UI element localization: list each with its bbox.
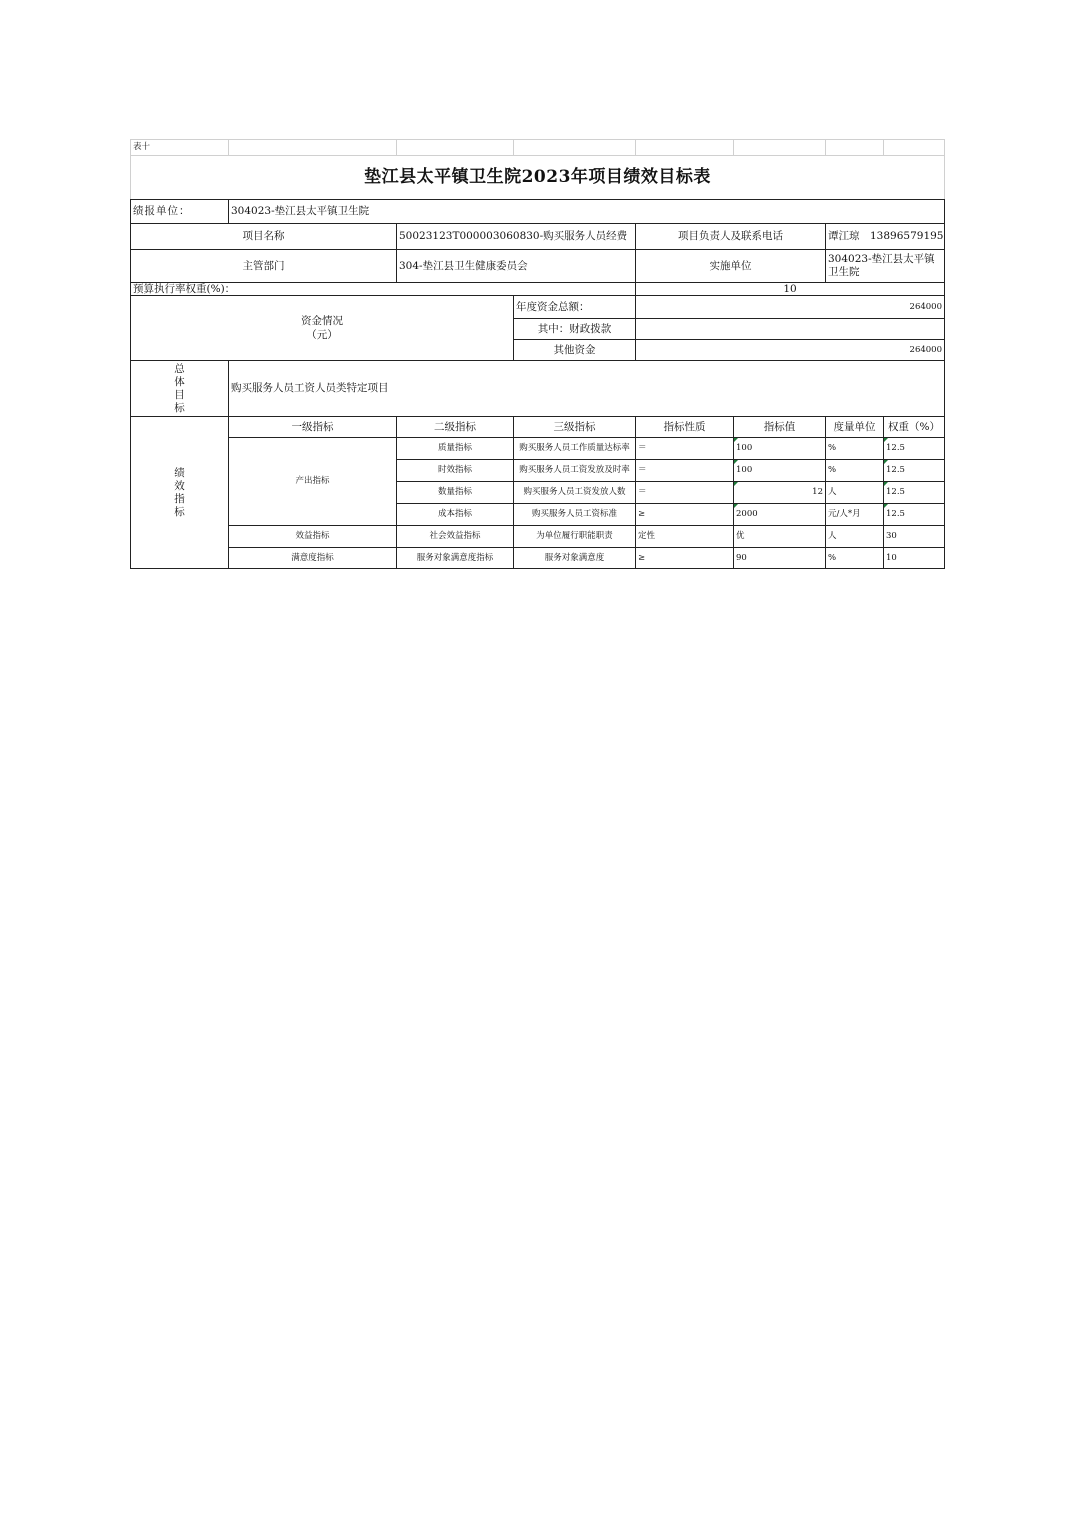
cell-value: 90 — [734, 548, 826, 569]
cell-weight: 12.5 — [884, 504, 945, 526]
funds-label: 资金情况 — [301, 315, 343, 327]
contact-label: 项目负责人及联系电话 — [636, 224, 826, 250]
performance-target-table — [130, 139, 945, 569]
cell-value: 优 — [734, 526, 826, 548]
cell-l3: 购买服务人员工作质量达标率 — [514, 438, 636, 460]
sheet-label-row — [131, 140, 945, 156]
cell-l2: 时效指标 — [397, 460, 514, 482]
cell-l3: 购买服务人员工资发放及时率 — [514, 460, 636, 482]
cell-l1: 满意度指标 — [229, 548, 397, 569]
cell-weight: 12.5 — [884, 460, 945, 482]
cell-weight: 30 — [884, 526, 945, 548]
reporting-unit-value: 304023-垫江县太平镇卫生院 — [229, 200, 945, 224]
cell-nature: ＝ — [636, 460, 734, 482]
budget-weight-label: 预算执行率权重(%)： — [131, 283, 636, 296]
cell-nature: 定性 — [636, 526, 734, 548]
reporting-unit-label: 绩报单位： — [131, 200, 229, 224]
cell-value: 12 — [734, 482, 826, 504]
dept-value: 304-垫江县卫生健康委员会 — [397, 250, 636, 283]
contact-value: 谭江琼 13896579195 — [826, 224, 945, 250]
cell-value: 100 — [734, 438, 826, 460]
cell-nature: ＝ — [636, 438, 734, 460]
goal-label: 总 体 目 标 — [131, 361, 229, 417]
cell-weight: 12.5 — [884, 438, 945, 460]
table-row — [131, 526, 945, 548]
cell-nature: ≥ — [636, 504, 734, 526]
cell-l2: 社会效益指标 — [397, 526, 514, 548]
cell-value: 2000 — [734, 504, 826, 526]
cell-unit: 人 — [826, 526, 884, 548]
header-weight: 权重（%） — [884, 417, 945, 438]
cell-l2: 数量指标 — [397, 482, 514, 504]
cell-weight: 10 — [884, 548, 945, 569]
funds-unit: （元） — [306, 329, 338, 341]
funds-label-cell — [131, 296, 514, 361]
cell-unit: % — [826, 438, 884, 460]
funds-total-label: 年度资金总额： — [514, 296, 636, 319]
cell-nature: ＝ — [636, 482, 734, 504]
funds-other-label: 其他资金 — [514, 340, 636, 361]
cell-l1: 效益指标 — [229, 526, 397, 548]
header-l3: 三级指标 — [514, 417, 636, 438]
cell-l3: 购买服务人员工资发放人数 — [514, 482, 636, 504]
table-row — [131, 548, 945, 569]
header-l2: 二级指标 — [397, 417, 514, 438]
cell-unit: % — [826, 548, 884, 569]
cell-unit: 元/人*月 — [826, 504, 884, 526]
table-row — [131, 438, 945, 460]
cell-value: 100 — [734, 460, 826, 482]
cell-l3: 为单位履行职能职责 — [514, 526, 636, 548]
budget-weight-value: 10 — [636, 283, 945, 296]
cell-weight: 12.5 — [884, 482, 945, 504]
cell-l2: 成本指标 — [397, 504, 514, 526]
project-name-value: 50023123T000003060830-购买服务人员经费 — [397, 224, 636, 250]
cell-nature: ≥ — [636, 548, 734, 569]
cell-l2: 服务对象满意度指标 — [397, 548, 514, 569]
cell-l2: 质量指标 — [397, 438, 514, 460]
project-name-label: 项目名称 — [131, 224, 397, 250]
funds-other-value: 264000 — [636, 340, 945, 361]
header-value: 指标值 — [734, 417, 826, 438]
dept-label: 主管部门 — [131, 250, 397, 283]
funds-fiscal-value — [636, 319, 945, 340]
page-title: 垫江县太平镇卫生院2023年项目绩效目标表 — [131, 156, 945, 200]
impl-value: 304023-垫江县太平镇卫生院 — [826, 250, 945, 283]
header-unit: 度量单位 — [826, 417, 884, 438]
impl-label: 实施单位 — [636, 250, 826, 283]
level1-output: 产出指标 — [229, 438, 397, 526]
sheet-label: 表十 — [131, 140, 229, 156]
header-l1: 一级指标 — [229, 417, 397, 438]
indicators-section-label: 绩 效 指 标 — [131, 417, 229, 569]
funds-total-value: 264000 — [636, 296, 945, 319]
cell-unit: 人 — [826, 482, 884, 504]
funds-fiscal-label: 其中：财政拨款 — [514, 319, 636, 340]
header-nature: 指标性质 — [636, 417, 734, 438]
cell-l3: 服务对象满意度 — [514, 548, 636, 569]
goal-value: 购买服务人员工资人员类特定项目 — [229, 361, 945, 417]
cell-l3: 购买服务人员工资标准 — [514, 504, 636, 526]
cell-unit: % — [826, 460, 884, 482]
